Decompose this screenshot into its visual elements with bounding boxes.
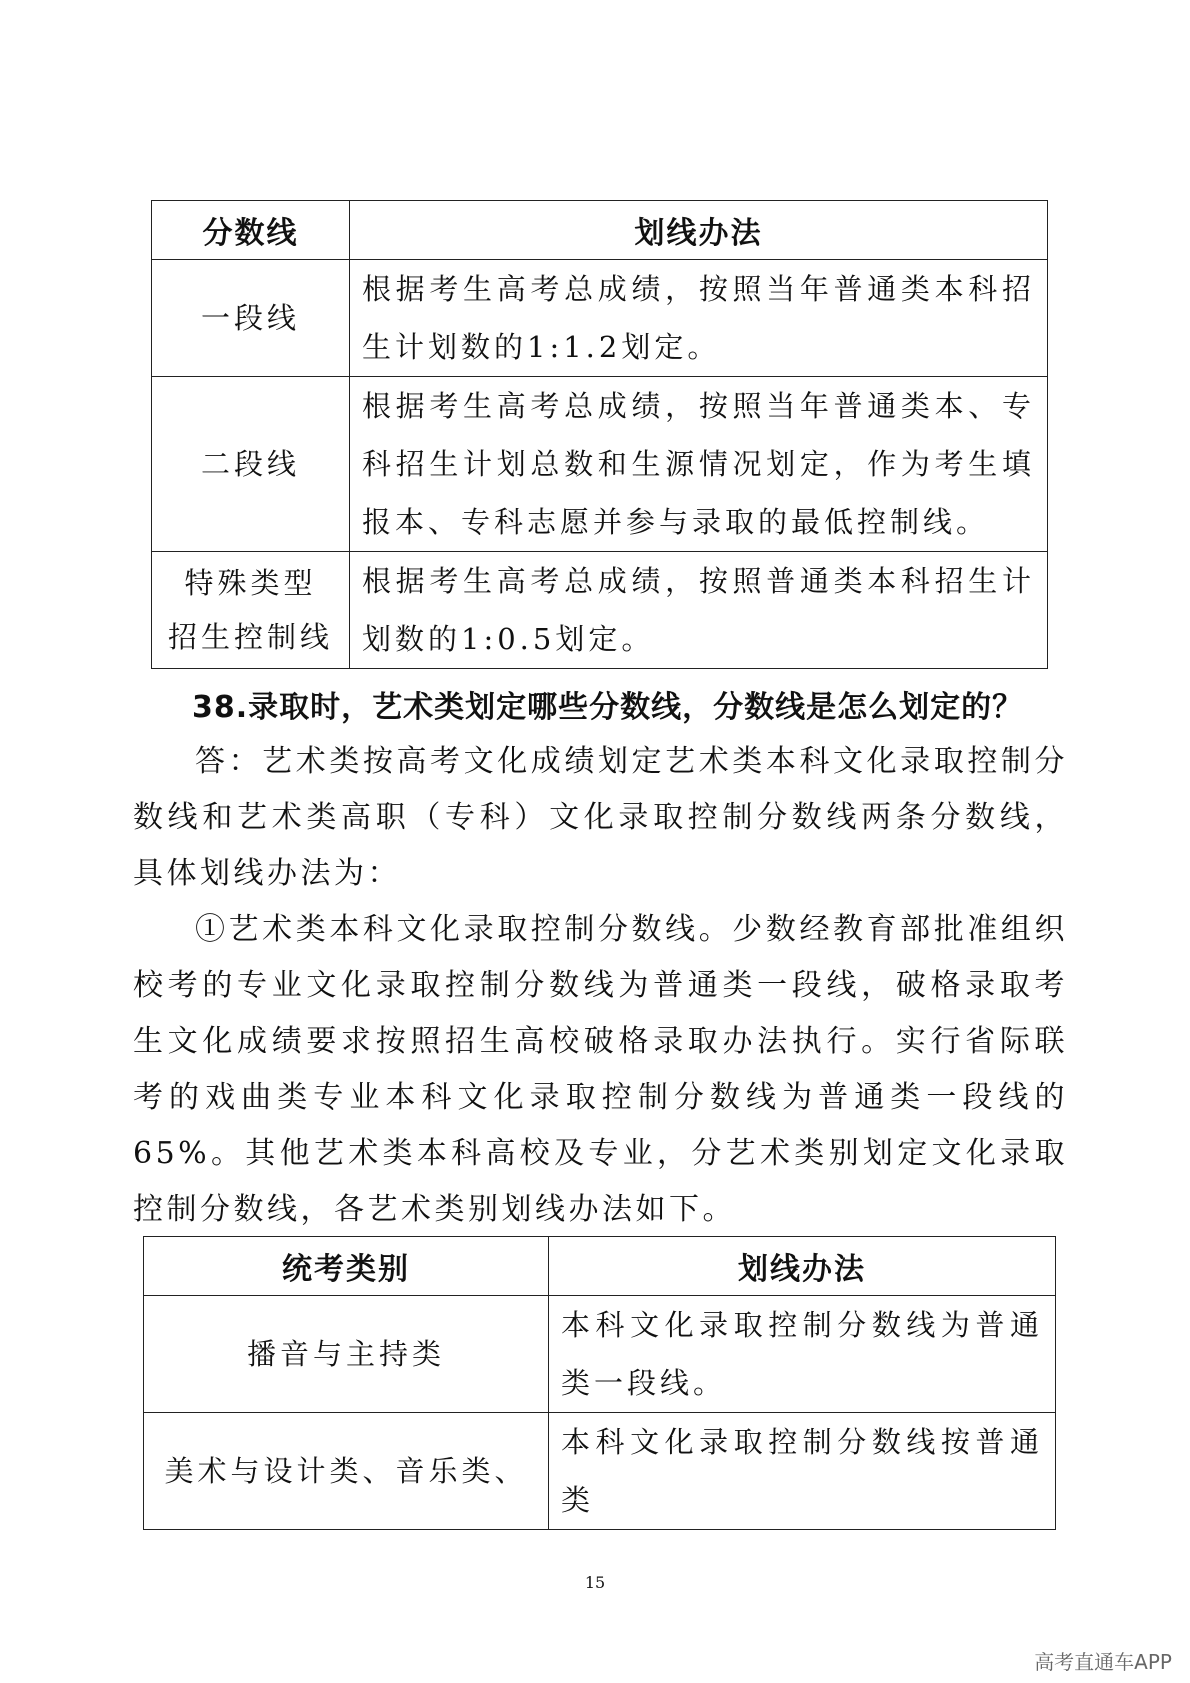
table-row <box>152 552 1048 669</box>
cutoff-name-line: 招生控制线 <box>167 620 333 654</box>
cutoff-name-cell <box>152 552 350 669</box>
category-method-cell: 本科文化录取控制分数线为普通类一段线。 <box>549 1296 1056 1413</box>
question-heading: 38.录取时，艺术类划定哪些分数线，分数线是怎么划定的？ <box>192 690 1024 725</box>
table-row <box>144 1296 1056 1413</box>
table-header-cell: 分数线 <box>152 201 350 260</box>
body-paragraph: ①艺术类本科文化录取控制分数线。少数经教育部批准组织校考的专业文化录取控制分数线为普通类一段线，破格录取考生文化成绩要求按照招生高校破格录取办法执行。实行省际联考的戏曲类专业本科文化录取控制分数线为普通类一段线的65%。其他艺术类本科高校及专业，分艺术类别划定文化录取控制分数线，各艺术类别划线办法如下。 <box>133 912 1068 1227</box>
table-header-cell: 统考类别 <box>144 1237 549 1296</box>
cutoff-method-cell: 根据考生高考总成绩，按照当年普通类本、专科招生计划总数和生源情况划定，作为考生填报本、专科志愿并参与录取的最低控制线。 <box>350 377 1048 552</box>
cutoff-method-cell: 根据考生高考总成绩，按照当年普通类本科招生计划数的1:1.2划定。 <box>350 260 1048 377</box>
table-row <box>144 1413 1056 1530</box>
cutoff-name-cell: 一段线 <box>152 260 350 377</box>
app-watermark: 高考直通车APP <box>1034 1650 1172 1674</box>
cutoff-name-cell: 二段线 <box>152 377 350 552</box>
table-header-cell: 划线办法 <box>350 201 1048 260</box>
table-row <box>152 260 1048 377</box>
cutoff-line-table <box>151 200 1048 669</box>
page-number: 15 <box>584 1573 606 1592</box>
table-header-row <box>152 201 1048 260</box>
table-header-row <box>144 1237 1056 1296</box>
table-header-cell: 划线办法 <box>549 1237 1056 1296</box>
cutoff-method-cell: 根据考生高考总成绩，按照普通类本科招生计划数的1:0.5划定。 <box>350 552 1048 669</box>
category-cell: 美术与设计类、音乐类、 <box>144 1413 549 1530</box>
category-cell: 播音与主持类 <box>144 1296 549 1413</box>
category-method-cell: 本科文化录取控制分数线按普通类 <box>549 1413 1056 1530</box>
art-category-table <box>143 1236 1056 1530</box>
answer-paragraph: 答：艺术类按高考文化成绩划定艺术类本科文化录取控制分数线和艺术类高职（专科）文化录取控制分数线两条分数线，具体划线办法为： <box>133 744 1068 891</box>
table-row <box>152 377 1048 552</box>
cutoff-name-line: 特殊类型 <box>184 566 317 600</box>
